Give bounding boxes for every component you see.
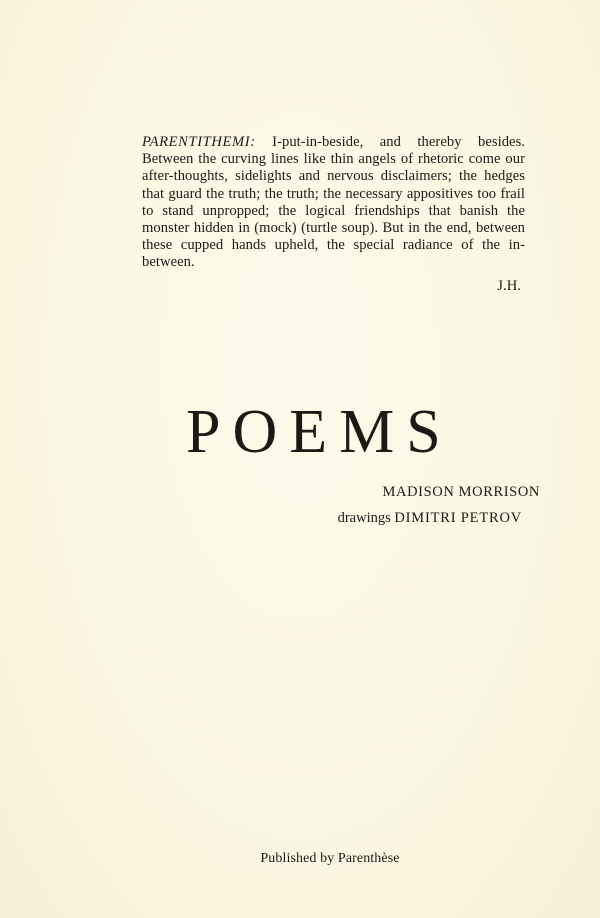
author-name: MADISON MORRISON bbox=[382, 484, 540, 500]
epigraph bbox=[142, 134, 525, 295]
book-title: POEMS bbox=[186, 398, 453, 466]
epigraph-text: I-put-in-beside, and thereby besides. Between the curving lines like thin angels of rhetoric come our after-thoughts, sidelights and nervous disclaimers; the hedges that guard the truth; the truth; the necessary appositives too frail to stand unpropped; the logical friendships that banish the monster hidden in (mock) (turtle soup). But in the end, between these cupped hands upheld, the special radiance of the in-between. bbox=[142, 134, 525, 271]
illustrator-name: DIMITRI PETROV bbox=[394, 510, 522, 526]
epigraph-signature: J.H. bbox=[497, 277, 521, 294]
epigraph-term: PARENTITHEMI: bbox=[142, 134, 256, 150]
illustrator-prefix: drawings bbox=[337, 510, 391, 526]
publisher-line: Published by Parenthèse bbox=[260, 851, 400, 866]
illustrator-credit bbox=[290, 510, 522, 527]
